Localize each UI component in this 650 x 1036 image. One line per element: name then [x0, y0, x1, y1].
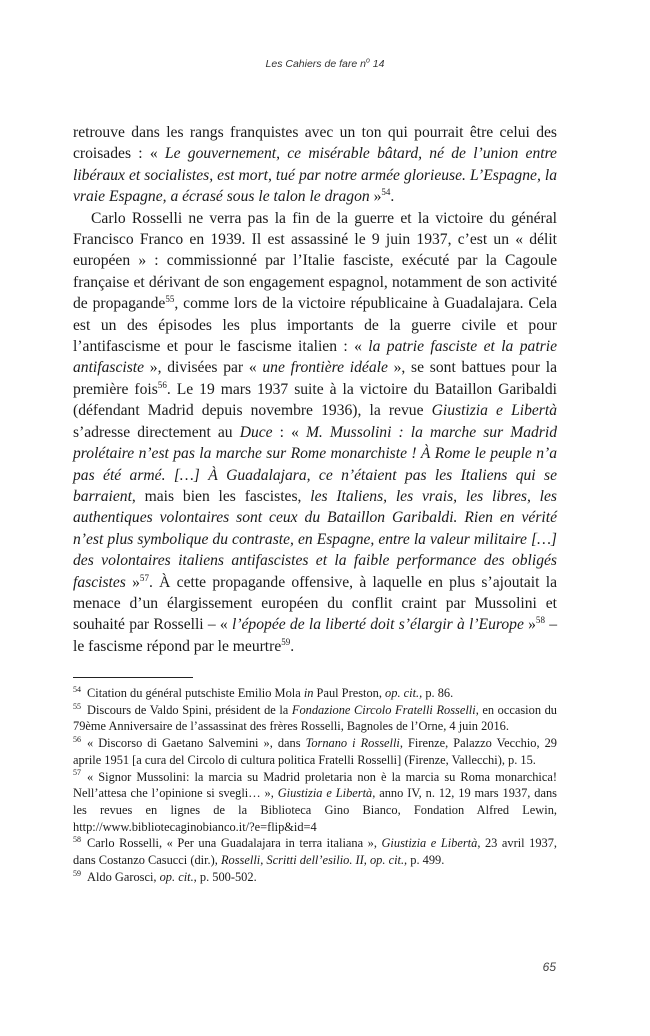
footnote [73, 735, 557, 768]
footnote [73, 869, 557, 886]
body-text [73, 122, 557, 657]
footnote-number: 54 [73, 684, 81, 694]
italic-text: les Italiens, les vrais, les libres, les authentiques volontaires sont ceux du Bataillon Garibaldi. Rien en vérité n’est plus symbolique du contraste, en Espagne, entre la valeur militaire […] des volontaires italiens antifascistes et la faible performance des obligés fascistes [73, 487, 557, 591]
italic-text: Giustizia e Libertà [431, 402, 558, 420]
italic-text: l’épopée de la liberté doit s’élargir à l’Europe [231, 616, 524, 634]
text-run: Discours de Valdo Spini, président de la [87, 702, 292, 717]
text-run: » [125, 573, 140, 591]
text-run: Carlo Rosselli, « Per una Guadalajara in terra italiana », [87, 836, 382, 851]
text-run: Aldo Garosci, [87, 869, 160, 884]
note-call: 59 [281, 636, 291, 647]
italic-text: une frontière idéale [262, 359, 388, 377]
footnote [73, 835, 557, 868]
paragraph [73, 208, 557, 658]
italic-text: op. cit., [159, 869, 197, 884]
text-run: , mais bien les fascistes, [131, 487, 311, 505]
italic-text: Fondazione Circolo Fratelli Rosselli [291, 702, 476, 717]
italic-text: Giustizia e Libertà [381, 836, 478, 851]
text-run: » [369, 188, 382, 206]
text-run: « Signor Mussolini: la marcia su Madrid proletaria non è la marcia su Roma monarchica! Nell’attesa che l’opinione si svegli… », [73, 769, 557, 801]
note-call: 58 [535, 615, 545, 626]
italic-text: M. Mussolini : la marche sur Madrid prolétaire n’est pas la marche sur Rome monarchiste ! À Rome le peuple n’a pas été armé. […] À Guadalajara, ce n’étaient pas les Italiens qui se barraient [73, 423, 557, 505]
italic-text: Giustizia e Libertà [277, 786, 373, 801]
text-run: . À cette propagande offensive, à laquelle en plus s’ajoutait la menace d’un élargissement européen du conflit craint par Mussolini et souhaité par Rosselli – « [73, 573, 557, 634]
text-run: Carlo Rosselli ne verra pas la fin de la guerre et la victoire du général Francisco Franco en 1939. Il est assassiné le 9 juin 1937, c’est un « délit européen » : commissionné par l’Italie fasciste, exécuté par la Cagoule française et dérivant de son engagement espagnol, notamment de son activité de propagande [73, 209, 557, 313]
page-number: 65 [542, 960, 556, 974]
italic-text: Rosselli, Scritti dell’esilio. II, op. cit., [220, 853, 408, 868]
footnote-number: 55 [73, 701, 81, 711]
note-call: 55 [165, 294, 175, 305]
footnote-number: 57 [73, 768, 81, 778]
footnote-number: 58 [73, 835, 81, 845]
text-run: , comme lors de la victoire républicaine à Guadalajara. Cela est un des épisodes les plus importants de la guerre civile et pour l’antifascisme et pour le fascisme italien : « [73, 295, 557, 356]
footnote-rule [73, 677, 193, 678]
text-run: p. 86. [422, 686, 454, 700]
text-run: . [290, 637, 295, 655]
text-run: Citation du général putschiste Emilio Mola [87, 686, 304, 700]
text-run: p. 500-502. [196, 869, 257, 884]
italic-text: in [303, 686, 314, 700]
text-run: : « [272, 423, 306, 441]
text-run: , 23 avril 1937, dans Costanzo Casucci (dir.), [73, 836, 558, 868]
issue-superscript: o [365, 57, 370, 65]
text-run: « Discorso di Gaetano Salvemini », dans [87, 736, 306, 751]
text-run: p. 499. [407, 853, 445, 868]
text-run: » [523, 616, 536, 634]
text-run: , Firenze, Palazzo Vecchio, 29 aprile 1951 [a cura del Circolo di cultura politica Fratelli Rosselli] (Firenze, Vallecchi), p. 15. [73, 736, 557, 767]
text-run: . Le 19 mars 1937 suite à la victoire du Bataillon Garibaldi (défendant Madrid depuis novembre 1936), la revue [73, 380, 557, 420]
running-header [0, 58, 650, 70]
italic-text: op. cit., [385, 686, 423, 700]
italic-text: Duce [239, 423, 273, 441]
text-run: . [390, 188, 395, 206]
text-run: », divisées par « [144, 359, 263, 377]
text-run: – le fascisme répond par le meurtre [73, 616, 557, 655]
footnote-number: 59 [73, 868, 81, 878]
note-call: 56 [157, 379, 167, 390]
text-run: », se sont battues pour la première fois [73, 359, 558, 398]
footnote [73, 769, 557, 836]
text-run: retrouve dans les rangs franquistes avec un ton qui pourrait être celui des croisades : « [73, 124, 557, 163]
note-call: 57 [139, 572, 149, 583]
text-run: , en occasion du 79ème Anniversaire de l’assassinat des frères Rosselli, Bagnoles de l’Orne, 4 juin 2016. [73, 702, 557, 734]
italic-text: Le gouvernement, ce misérable bâtard, né de l’union entre libéraux et socialistes, est mort, tué par notre armée glorieuse. L’Espagne, la vraie Espagne, a écrasé sous le talon le dragon [73, 145, 557, 206]
text-run: s’adresse directement au [73, 423, 240, 441]
italic-text: la patrie fasciste et la patrie antifasciste [73, 338, 557, 377]
note-call: 54 [381, 187, 391, 198]
footnote [73, 702, 557, 735]
italic-text: Tornano i Rosselli [305, 736, 400, 751]
footnote-number: 56 [73, 734, 81, 744]
text-run: Paul Preston, [313, 686, 386, 700]
running-title: Les Cahiers de fare n [265, 58, 366, 70]
footnote [73, 685, 557, 702]
text-run: , anno IV, n. 12, 19 mars 1937, dans les revues en lignes de la Biblioteca Gino Bianco, Fondation Alfred Lewin, http://www.bibliotecaginobianco.it/?e=flip&id=4 [73, 786, 557, 834]
footnotes [73, 685, 557, 885]
issue-number: 14 [369, 58, 385, 70]
paragraph [73, 122, 557, 208]
